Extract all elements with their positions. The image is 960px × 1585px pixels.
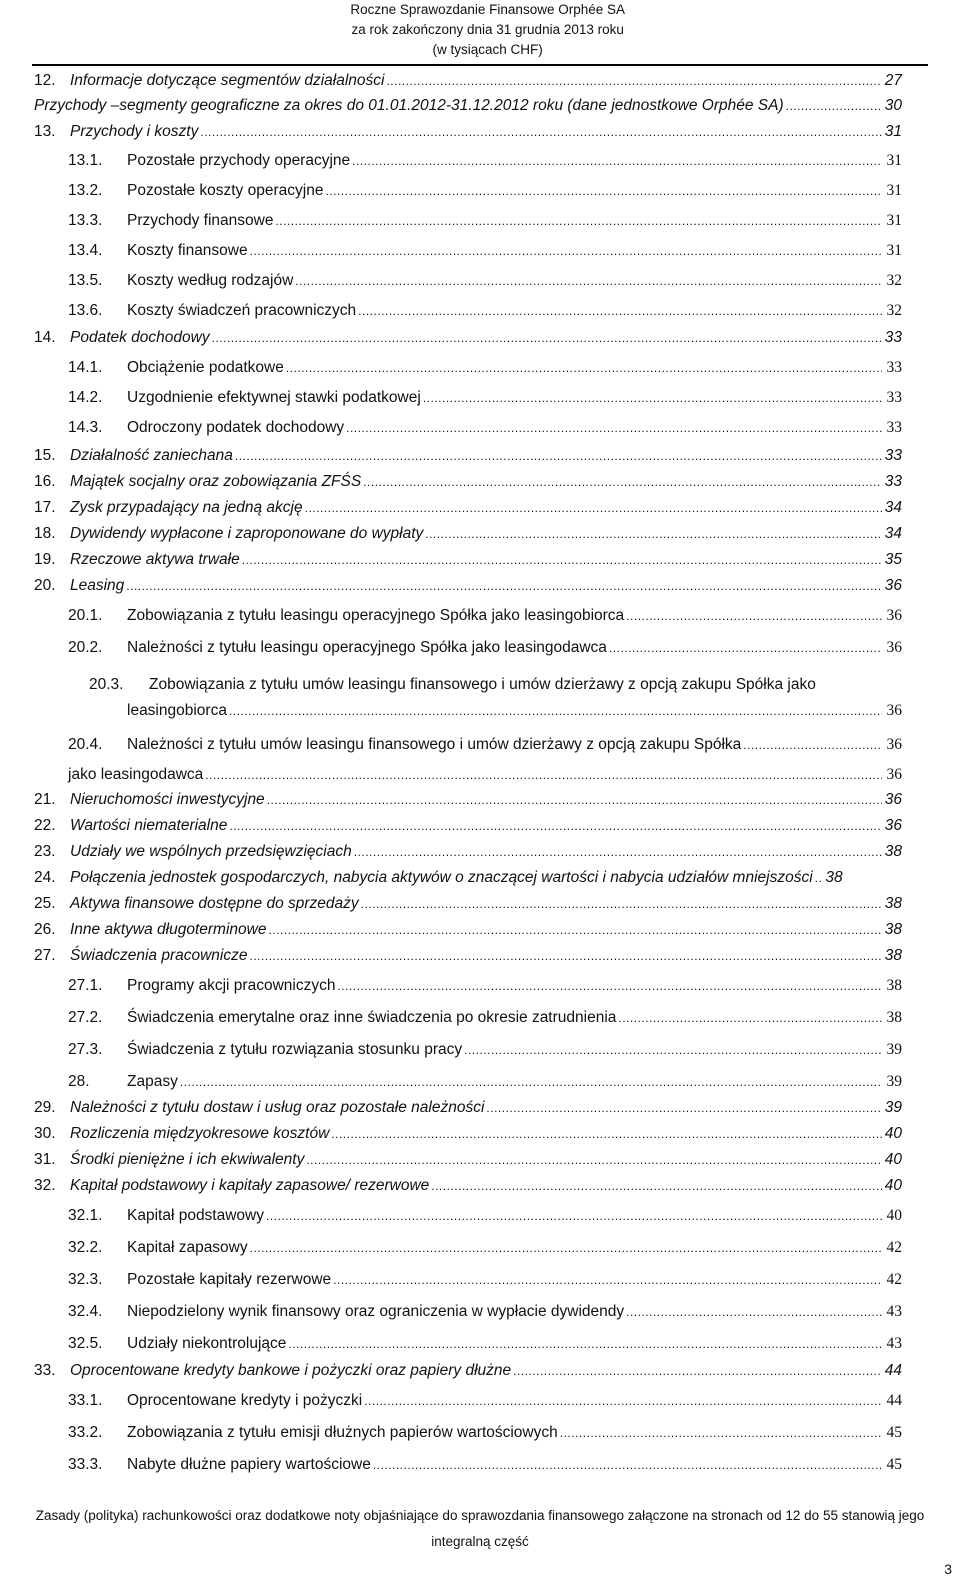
toc-entry-title: Wartości niematerialne [70, 817, 228, 834]
toc-entry-12[interactable] [34, 72, 902, 90]
toc-leader [126, 577, 882, 595]
toc-entry-title: Świadczenia pracownicze [70, 947, 248, 964]
toc-leader [268, 921, 882, 939]
toc-entry-15[interactable] [34, 447, 902, 465]
toc-entry-32[interactable] [34, 1177, 902, 1195]
toc-entry-number: 13.2. [68, 182, 103, 199]
toc-entry-number: 16. [34, 473, 56, 490]
toc-entry-page: 31 [886, 182, 902, 199]
toc-entry-title: Należności z tytułu dostaw i usług oraz pozostałe należności [70, 1099, 485, 1116]
toc-entry-29[interactable] [34, 1099, 902, 1117]
toc-entry-21[interactable] [34, 791, 902, 809]
toc-entry-number: 28. [68, 1073, 90, 1090]
toc-entry-page: 36 [886, 702, 902, 719]
toc-entry-title: Należności z tytułu leasingu operacyjnego Spółka jako leasingodawca [127, 639, 607, 656]
toc-entry-number: 27. [34, 947, 56, 964]
toc-entry-page: 38 [884, 843, 902, 860]
toc-entry-title: Informacje dotyczące segmentów działalności [70, 72, 385, 89]
toc-entry-page: 39 [884, 1099, 902, 1116]
toc-entry-27-1[interactable] [68, 977, 902, 995]
toc-entry-title: Koszty świadczeń pracowniczych [127, 302, 357, 319]
toc-entry-title: Leasing [70, 577, 125, 594]
toc-entry-25[interactable] [34, 895, 902, 913]
toc-entry-title: Zobowiązania z tytułu umów leasingu finansowego i umów dzierżawy z opcją zakupu Spółka jako [149, 676, 816, 693]
toc-entry-32-1[interactable] [68, 1207, 902, 1225]
toc-entry-page: 36 [884, 791, 902, 808]
toc-entry-number: 32.1. [68, 1207, 103, 1224]
toc-entry-title: Pozostałe kapitały rezerwowe [127, 1271, 332, 1288]
header-company: Roczne Sprawozdanie Finansowe Orphée SA [350, 2, 625, 17]
toc-entry-page: 45 [886, 1456, 902, 1473]
toc-entry-32-3[interactable] [68, 1271, 902, 1289]
toc-entry-number: 27.1. [68, 977, 103, 994]
toc-entry-title: Nabyte dłużne papiery wartościowe [127, 1456, 371, 1473]
toc-entry-page: 36 [886, 736, 902, 753]
toc-entry-title: Koszty według rodzajów [127, 272, 294, 289]
page-number: 3 [944, 1561, 952, 1577]
toc-leader [333, 1271, 882, 1289]
toc-entry-20[interactable] [34, 577, 902, 595]
toc-entry-page: 33 [884, 473, 902, 490]
toc-entry-32-2[interactable] [68, 1239, 902, 1257]
toc-entry-number: 30. [34, 1125, 56, 1142]
toc-entry-number: 13. [34, 123, 56, 140]
toc-entry-16[interactable] [34, 473, 902, 491]
toc-entry-number: 12. [34, 72, 56, 89]
header-divider [32, 64, 928, 66]
document-header [350, 0, 625, 60]
toc-entry-number: 24. [34, 869, 56, 886]
toc-entry-title: Udziały niekontrolujące [127, 1335, 287, 1352]
toc-entry-title: Zobowiązania z tytułu emisji dłużnych papierów wartościowych [127, 1424, 558, 1441]
toc-entry-page: 45 [886, 1424, 902, 1441]
toc-entry-number: 33. [34, 1362, 56, 1379]
toc-entry-page: 27 [884, 72, 902, 89]
toc-entry-title: leasingobiorca [127, 702, 227, 719]
toc-entry-13-1[interactable] [68, 152, 902, 170]
toc-entry-number: 22. [34, 817, 56, 834]
toc-entry-number: 14. [34, 329, 56, 346]
toc-entry-27-2[interactable] [68, 1009, 902, 1027]
toc-entry-page: 44 [886, 1392, 902, 1409]
toc-leader [464, 1041, 882, 1059]
toc-leader [325, 182, 882, 200]
toc-entry-page: 38 [886, 1009, 902, 1026]
toc-entry-page: 42 [886, 1271, 902, 1288]
toc-entry-number: 31. [34, 1151, 56, 1168]
footer-note-continued: integralną część [431, 1534, 529, 1549]
toc-leader [513, 1362, 882, 1380]
toc-entry-page: 39 [886, 1041, 902, 1058]
toc-entry-33-1[interactable] [68, 1392, 902, 1410]
toc-entry-title: Inne aktywa długoterminowe [70, 921, 267, 938]
toc-leader [212, 329, 882, 347]
toc-entry-page: 33 [884, 329, 902, 346]
toc-leader [306, 1151, 882, 1169]
toc-leader [431, 1177, 882, 1195]
toc-entry-title: Rozliczenia międzyokresowe kosztów [70, 1125, 330, 1142]
toc-leader [242, 551, 882, 569]
toc-entry-number: 32.5. [68, 1335, 103, 1352]
toc-entry-title: Pozostałe przychody operacyjne [127, 152, 351, 169]
toc-entry-26[interactable] [34, 921, 902, 939]
toc-entry-title: Oprocentowane kredyty bankowe i pożyczki oraz papiery dłużne [70, 1362, 512, 1379]
toc-entry-30[interactable] [34, 1125, 902, 1143]
footer-note: Zasady (polityka) rachunkowości oraz dodatkowe noty objaśniające do sprawozdania finansowego załączone na stronach od 12 do 55 stanowią jego [35, 1508, 925, 1523]
toc-leader [354, 843, 882, 861]
toc-leader [743, 736, 882, 754]
toc-leader [352, 152, 882, 170]
toc-entry-page: 39 [886, 1073, 902, 1090]
toc-entry-page: 31 [886, 212, 902, 229]
toc-entry-title: Przychody –segmenty geograficzne za okres do 01.01.2012-31.12.2012 roku (dane jednostkowe Orphée SA) [34, 97, 784, 114]
toc-entry-page: 36 [884, 817, 902, 834]
toc-entry-page: 34 [884, 499, 902, 516]
toc-leader [229, 702, 882, 720]
toc-leader [286, 359, 882, 377]
toc-entry-33[interactable] [34, 1362, 902, 1380]
toc-entry-20-1[interactable] [68, 607, 902, 625]
toc-entry-13-2[interactable] [68, 182, 902, 200]
header-period: za rok zakończony dnia 31 grudnia 2013 roku [351, 22, 624, 37]
toc-leader [423, 389, 882, 407]
toc-entry-title: Zobowiązania z tytułu leasingu operacyjnego Spółka jako leasingobiorca [127, 607, 625, 624]
toc-entry-33-2[interactable] [68, 1424, 902, 1442]
toc-entry-page: 40 [886, 1207, 902, 1224]
toc-entry-number: 13.6. [68, 302, 103, 319]
toc-entry-title: Udziały we wspólnych przedsięwzięciach [70, 843, 352, 860]
toc-entry-22[interactable] [34, 817, 902, 835]
toc-entry-page: 35 [884, 551, 902, 568]
toc-entry-13-3[interactable] [68, 212, 902, 230]
toc-leader [626, 1303, 882, 1321]
toc-entry-33-3[interactable] [68, 1456, 902, 1474]
toc-entry-23[interactable] [34, 843, 902, 861]
toc-entry-number: 14.3. [68, 419, 103, 436]
toc-entry-number: 32.2. [68, 1239, 103, 1256]
toc-entry-page: 36 [886, 766, 902, 783]
toc-entry-page: 33 [886, 389, 902, 406]
toc-entry-page: 36 [886, 639, 902, 656]
toc-entry-number: 17. [34, 499, 56, 516]
toc-entry-20-4-line1[interactable] [68, 736, 902, 754]
toc-entry-page: 38 [884, 895, 902, 912]
toc-entry-page: 38 [884, 921, 902, 938]
toc-entry-page: 34 [884, 525, 902, 542]
toc-entry-page: 36 [884, 577, 902, 594]
toc-entry-24[interactable] [34, 869, 902, 887]
toc-entry-13-5[interactable] [68, 272, 902, 290]
toc-entry-20-2[interactable] [68, 639, 902, 657]
toc-entry-14-3[interactable] [68, 419, 902, 437]
toc-entry-number: 33.2. [68, 1424, 103, 1441]
toc-entry-title: Pozostałe koszty operacyjne [127, 182, 324, 199]
toc-entry-page: 33 [884, 447, 902, 464]
toc-entry-20-3-line1[interactable] [89, 676, 816, 694]
toc-entry-page: 42 [886, 1239, 902, 1256]
toc-leader [425, 525, 882, 543]
toc-entry-title: Obciążenie podatkowe [127, 359, 284, 376]
toc-leader [267, 791, 882, 809]
toc-entry-20-3[interactable] [127, 702, 902, 720]
toc-entry-page: 38 [825, 869, 843, 886]
toc-leader [249, 947, 882, 965]
toc-entry-title: Świadczenia z tytułu rozwiązania stosunku pracy [127, 1041, 463, 1058]
toc-entry-title: Odroczony podatek dochodowy [127, 419, 345, 436]
toc-entry-32-5[interactable] [68, 1335, 902, 1353]
toc-entry-27-3[interactable] [68, 1041, 902, 1059]
document-footer [0, 1503, 960, 1555]
toc-entry-page: 31 [884, 123, 902, 140]
toc-entry-number: 32.4. [68, 1303, 103, 1320]
toc-entry-number: 15. [34, 447, 56, 464]
toc-leader [205, 766, 882, 784]
toc-leader [250, 1239, 882, 1257]
toc-entry-title: Programy akcji pracowniczych [127, 977, 336, 994]
toc-entry-number: 13.1. [68, 152, 103, 169]
toc-leader [266, 1207, 882, 1225]
toc-leader [364, 1392, 882, 1410]
toc-entry-title: Działalność zaniechana [70, 447, 233, 464]
toc-entry-32-4[interactable] [68, 1303, 902, 1321]
toc-entry-title: Środki pieniężne i ich ekwiwalenty [70, 1151, 305, 1168]
toc-entry-title: Połączenia jednostek gospodarczych, nabycia aktywów o znaczącej wartości i nabycia udziałów mniejszości [70, 869, 813, 886]
toc-leader [235, 447, 882, 465]
toc-entry-title: Świadczenia emerytalne oraz inne świadczenia po okresie zatrudnienia [127, 1009, 617, 1026]
toc-entry-title: Nieruchomości inwestycyjne [70, 791, 265, 808]
toc-leader [275, 212, 882, 230]
toc-leader [373, 1456, 882, 1474]
toc-entry-number: 13.3. [68, 212, 103, 229]
toc-entry-number: 13.4. [68, 242, 103, 259]
toc-entry-18[interactable] [34, 525, 902, 543]
toc-entry-number: 20.4. [68, 736, 103, 753]
toc-leader [486, 1099, 882, 1117]
toc-entry-title: Koszty finansowe [127, 242, 248, 259]
toc-entry-number: 33.3. [68, 1456, 103, 1473]
toc-entry-number: 23. [34, 843, 56, 860]
toc-entry-title: Zysk przypadający na jedną akcję [70, 499, 303, 516]
toc-entry-number: 32.3. [68, 1271, 103, 1288]
toc-entry-number: 21. [34, 791, 56, 808]
toc-entry-17[interactable] [34, 499, 902, 517]
toc-entry-number: 14.1. [68, 359, 103, 376]
toc-entry-number: 33.1. [68, 1392, 103, 1409]
toc-entry-page: 43 [886, 1303, 902, 1320]
toc-entry-title: Kapitał zapasowy [127, 1239, 248, 1256]
toc-entry-title: jako leasingodawca [68, 766, 204, 783]
toc-entry-14[interactable] [34, 329, 902, 347]
toc-entry-number: 29. [34, 1099, 56, 1116]
toc-entry-14-2[interactable] [68, 389, 902, 407]
toc-leader [363, 473, 882, 491]
toc-entry-page: 31 [886, 152, 902, 169]
toc-entry-page: 44 [884, 1362, 902, 1379]
toc-entry-page: 43 [886, 1335, 902, 1352]
toc-entry-page: 31 [886, 242, 902, 259]
toc-entry-title: Oprocentowane kredyty i pożyczki [127, 1392, 363, 1409]
toc-entry-19[interactable] [34, 551, 902, 569]
toc-entry-page: 40 [884, 1177, 902, 1194]
toc-leader [560, 1424, 882, 1442]
toc-entry-page: 32 [886, 272, 902, 289]
toc-entry-title: Dywidendy wypłacone i zaproponowane do wypłaty [70, 525, 424, 542]
header-currency: (w tysiącach CHF) [432, 42, 543, 57]
toc-leader [250, 242, 882, 260]
toc-entry-page: 36 [886, 607, 902, 624]
toc-leader [358, 302, 882, 320]
toc-leader [626, 607, 882, 625]
toc-entry-31[interactable] [34, 1151, 902, 1169]
toc-leader [331, 1125, 882, 1143]
toc-leader [786, 97, 882, 115]
toc-entry-number: 20. [34, 577, 56, 594]
toc-entry-13-6[interactable] [68, 302, 902, 320]
toc-entry-page: 38 [884, 947, 902, 964]
toc-leader [229, 817, 882, 835]
toc-entry-title: Przychody i koszty [70, 123, 199, 140]
toc-entry-title: Przychody finansowe [127, 212, 274, 229]
toc-entry-number: 26. [34, 921, 56, 938]
toc-entry-page: 30 [884, 97, 902, 114]
toc-entry-20-4[interactable] [68, 766, 902, 784]
toc-leader [305, 499, 882, 517]
toc-leader [386, 72, 882, 90]
toc-entry-title: Aktywa finansowe dostępne do sprzedaży [70, 895, 359, 912]
toc-entry-number: 27.3. [68, 1041, 103, 1058]
toc-entry-page: 38 [886, 977, 902, 994]
toc-entry-number: 20.2. [68, 639, 103, 656]
toc-entry-title: Majątek socjalny oraz zobowiązania ZFŚS [70, 473, 362, 490]
toc-entry-number: 20.1. [68, 607, 103, 624]
toc-entry-28[interactable] [68, 1073, 902, 1091]
toc-entry-title: Rzeczowe aktywa trwałe [70, 551, 240, 568]
toc-entry-title: Podatek dochodowy [70, 329, 210, 346]
toc-leader [346, 419, 882, 437]
toc-entry-title: Należności z tytułu umów leasingu finansowego i umów dzierżawy z opcją zakupu Spółka [127, 736, 742, 753]
toc-entry-page: 32 [886, 302, 902, 319]
toc-entry-27[interactable] [34, 947, 902, 965]
toc-entry-number: 14.2. [68, 389, 103, 406]
toc-entry-number: 25. [34, 895, 56, 912]
toc-entry-number: 19. [34, 551, 56, 568]
toc-entry-number: 32. [34, 1177, 56, 1194]
toc-entry-title: Zapasy [127, 1073, 178, 1090]
toc-entry-number: 13.5. [68, 272, 103, 289]
toc-leader [288, 1335, 882, 1353]
toc-leader [295, 272, 882, 290]
toc-entry-title: Kapitał podstawowy [127, 1207, 264, 1224]
toc-leader [200, 123, 882, 141]
toc-entry-title: Uzgodnienie efektywnej stawki podatkowej [127, 389, 421, 406]
toc-entry-title: Niepodzielony wynik finansowy oraz ograniczenia w wypłacie dywidendy [127, 1303, 625, 1320]
toc-entry-13[interactable] [34, 123, 902, 141]
toc-entry-title: Kapitał podstawowy i kapitały zapasowe/ rezerwowe [70, 1177, 430, 1194]
toc-entry-12-revenue[interactable] [34, 97, 902, 115]
toc-entry-page: 33 [886, 359, 902, 376]
toc-leader [815, 869, 823, 887]
toc-entry-page: 33 [886, 419, 902, 436]
toc-leader [618, 1009, 882, 1027]
toc-entry-number: 20.3. [89, 676, 124, 693]
toc-entry-page: 40 [884, 1125, 902, 1142]
toc-leader [361, 895, 882, 913]
toc-leader [609, 639, 882, 657]
toc-leader [180, 1073, 882, 1091]
toc-entry-number: 18. [34, 525, 56, 542]
toc-entry-page: 40 [884, 1151, 902, 1168]
toc-entry-13-4[interactable] [68, 242, 902, 260]
toc-leader [337, 977, 882, 995]
toc-entry-14-1[interactable] [68, 359, 902, 377]
toc-entry-number: 27.2. [68, 1009, 103, 1026]
